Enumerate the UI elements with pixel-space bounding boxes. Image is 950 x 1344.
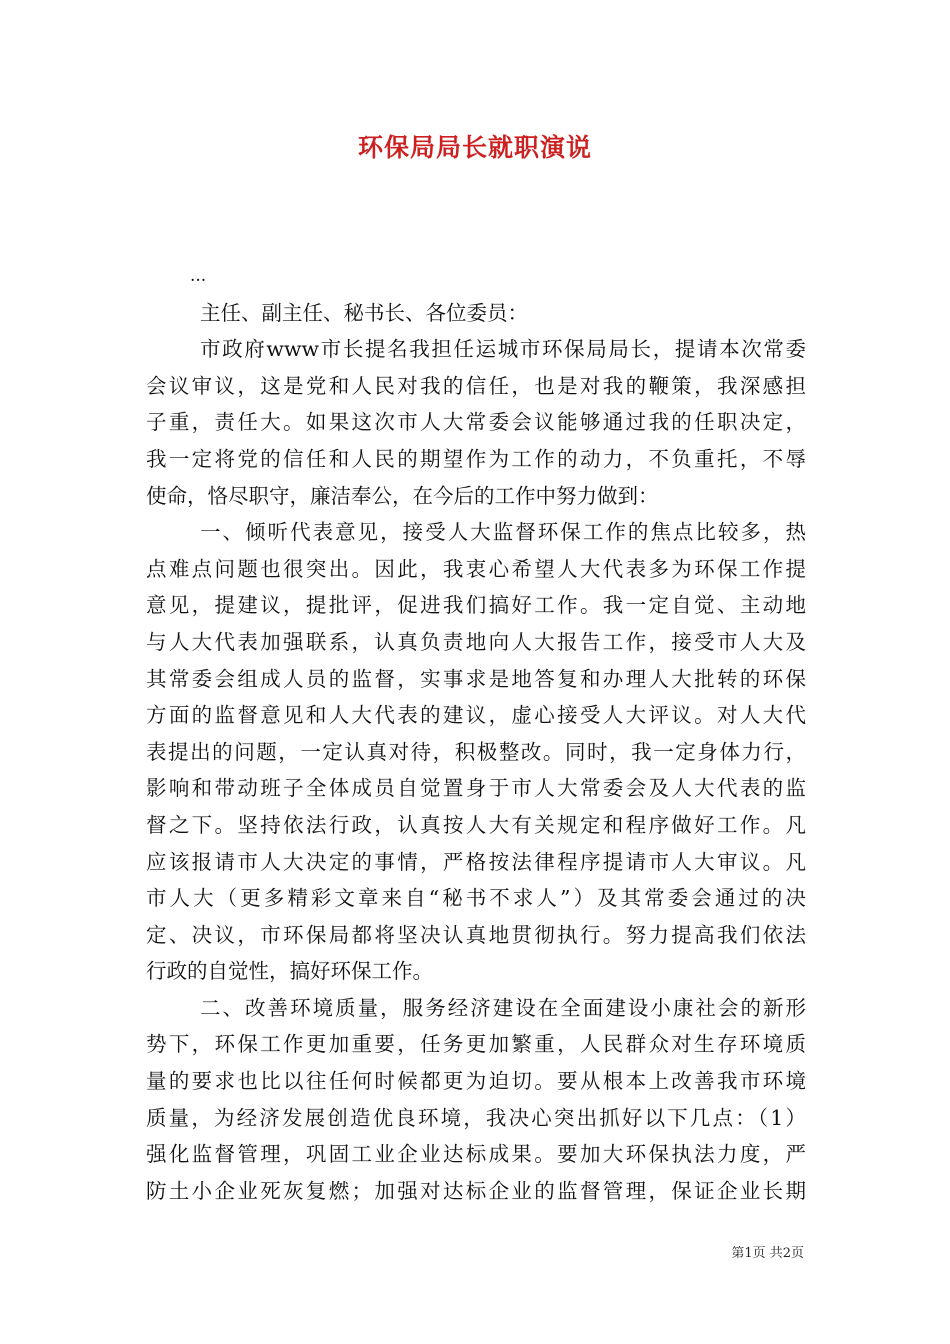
paragraph-line: 方面的监督意见和人大代表的建议，虚心接受人大评议。对人大代 bbox=[146, 703, 806, 728]
document-body bbox=[146, 258, 806, 1209]
paragraph-line: 与人大代表加强联系，认真负责地向人大报告工作，接受市人大及 bbox=[146, 629, 806, 654]
paragraph-line: 市政府www市长提名我担任运城市环保局局长，提请本次常委 bbox=[200, 337, 806, 362]
paragraph-line: 行政的自觉性，搞好环保工作。 bbox=[146, 959, 433, 984]
paragraph-line: 意见，提建议，提批评，促进我们搞好工作。我一定自觉、主动地 bbox=[146, 593, 806, 618]
paragraph-line: 量的要求也比以往任何时候都更为迫切。要从根本上改善我市环境 bbox=[146, 1069, 806, 1094]
paragraph-line: 二、改善环境质量，服务经济建设在全面建设小康社会的新形 bbox=[200, 995, 806, 1020]
paragraph-line: 点难点问题也很突出。因此，我衷心希望人大代表多为环保工作提 bbox=[146, 556, 806, 581]
paragraph-line: 定、决议，市环保局都将坚决认真地贯彻执行。努力提高我们依法 bbox=[146, 922, 806, 947]
document-title: 环保局局长就职演说 bbox=[357, 133, 592, 162]
paragraph-line: 质量，为经济发展创造优良环境，我决心突出抓好以下几点：（1） bbox=[146, 1105, 806, 1130]
paragraph-line: 影响和带动班子全体成员自觉置身于市人大常委会及人大代表的监 bbox=[146, 776, 806, 801]
paragraph-line: 会议审议，这是党和人民对我的信任，也是对我的鞭策，我深感担 bbox=[146, 373, 806, 398]
paragraph-line: 我一定将党的信任和人民的期望作为工作的动力，不负重托，不辱 bbox=[146, 446, 806, 471]
paragraph-line: 使命，恪尽职守，廉洁奉公，在今后的工作中努力做到： bbox=[146, 483, 659, 508]
ellipsis-line: ... bbox=[190, 266, 207, 286]
paragraph-line: 防土小企业死灰复燃；加强对达标企业的监督管理，保证企业长期 bbox=[146, 1178, 806, 1203]
page-number: 第1页 共2页 bbox=[731, 1246, 804, 1261]
paragraph-line: 应该报请市人大决定的事情，严格按法律程序提请市人大审议。凡 bbox=[146, 849, 806, 874]
paragraph-line: 子重，责任大。如果这次市人大常委会议能够通过我的任职决定， bbox=[146, 410, 806, 435]
paragraph-line: 强化监督管理，巩固工业企业达标成果。要加大环保执法力度，严 bbox=[146, 1142, 806, 1167]
paragraph-line: 市人大（更多精彩文章来自“秘书不求人”）及其常委会通过的决 bbox=[146, 886, 806, 911]
paragraph-line: 督之下。坚持依法行政，认真按人大有关规定和程序做好工作。凡 bbox=[146, 812, 806, 837]
paragraph-line: 表提出的问题，一定认真对待，积极整改。同时，我一定身体力行， bbox=[146, 739, 806, 764]
paragraph-line: 势下，环保工作更加重要，任务更加繁重，人民群众对生存环境质 bbox=[146, 1032, 806, 1057]
salutation-line: 主任、副主任、秘书长、各位委员： bbox=[200, 300, 528, 325]
paragraph-line: 其常委会组成人员的监督，实事求是地答复和办理人大批转的环保 bbox=[146, 666, 806, 691]
paragraph-line: 一、倾听代表意见，接受人大监督环保工作的焦点比较多，热 bbox=[200, 520, 806, 545]
